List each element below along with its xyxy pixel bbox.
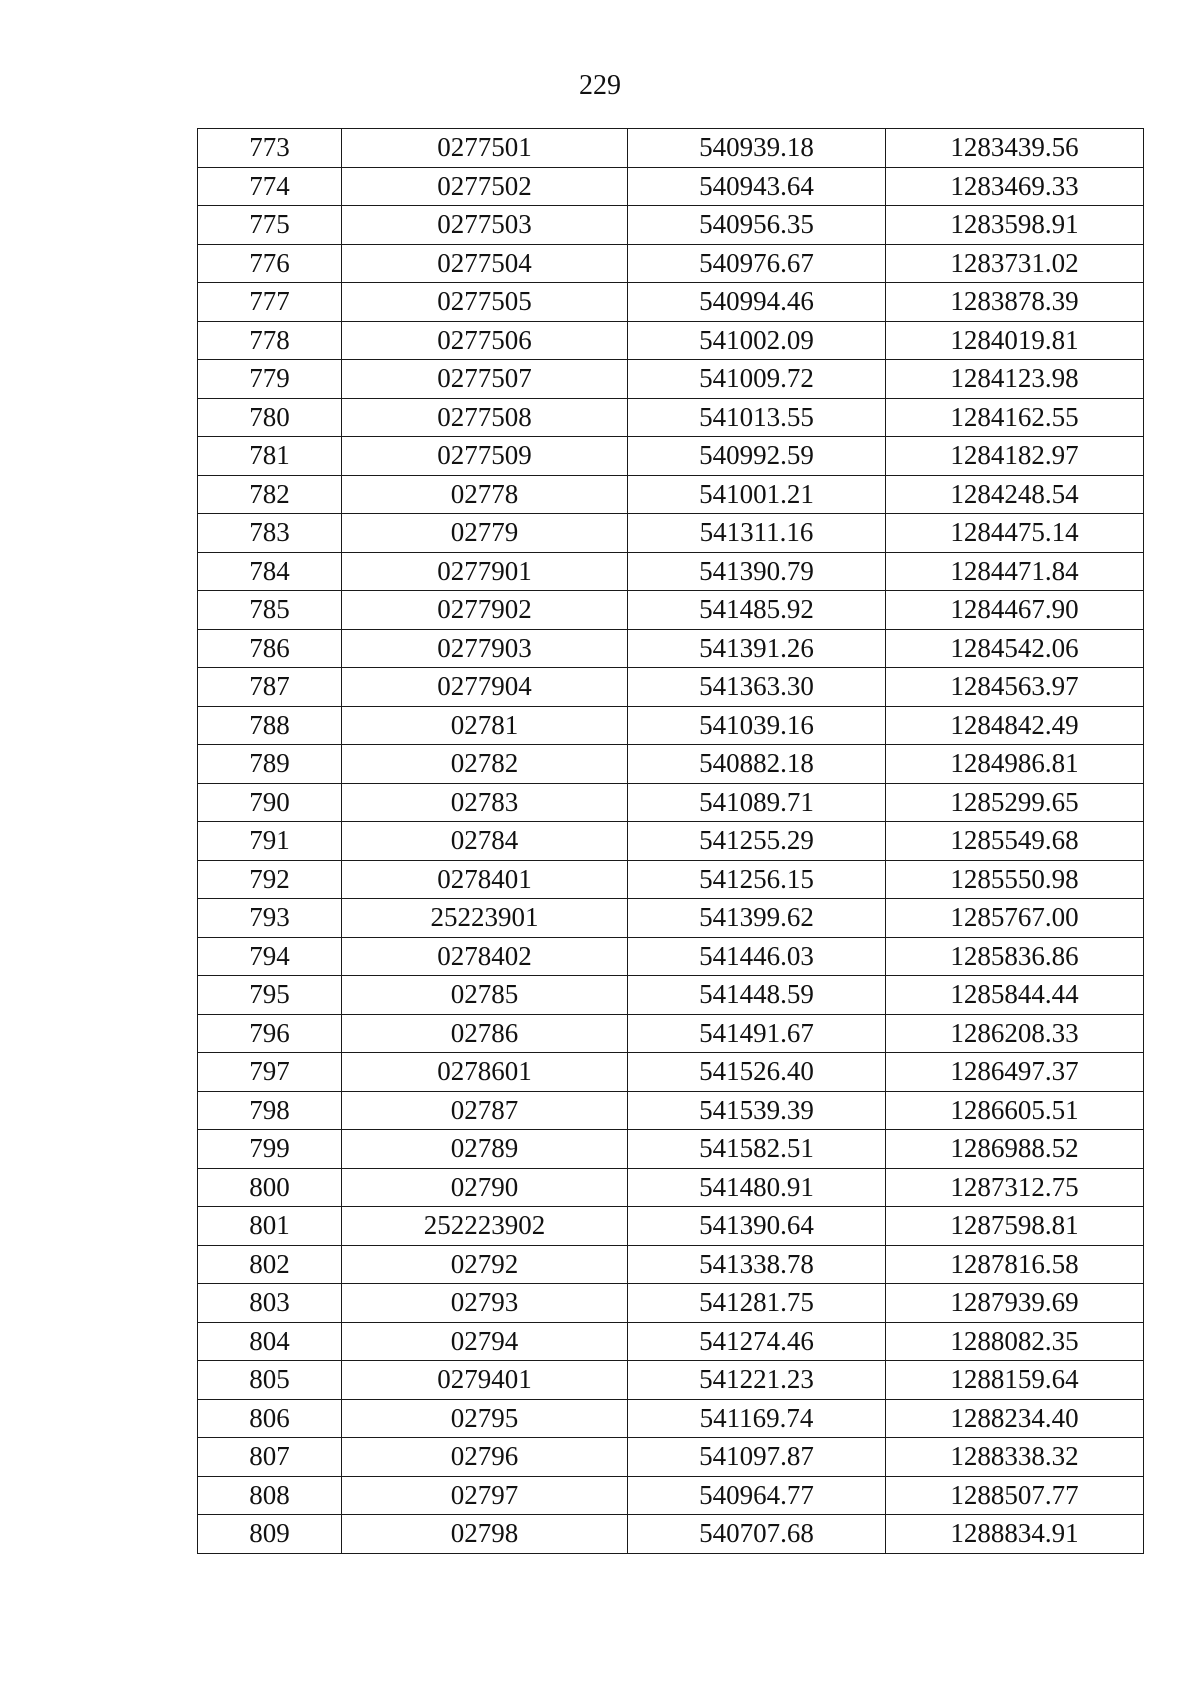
y-coordinate-cell: 1285767.00 [886, 899, 1144, 938]
row-number-cell: 779 [198, 360, 342, 399]
x-coordinate-cell: 541169.74 [628, 1399, 886, 1438]
y-coordinate-cell: 1285299.65 [886, 783, 1144, 822]
y-coordinate-cell: 1283469.33 [886, 167, 1144, 206]
x-coordinate-cell: 540707.68 [628, 1515, 886, 1554]
row-number-cell: 784 [198, 552, 342, 591]
table-row [198, 129, 1144, 168]
table-row [198, 1476, 1144, 1515]
x-coordinate-cell: 541039.16 [628, 706, 886, 745]
y-coordinate-cell: 1284563.97 [886, 668, 1144, 707]
table-row [198, 1284, 1144, 1323]
point-id-cell: 0278601 [342, 1053, 628, 1092]
x-coordinate-cell: 540943.64 [628, 167, 886, 206]
x-coordinate-cell: 540956.35 [628, 206, 886, 245]
point-id-cell: 02781 [342, 706, 628, 745]
x-coordinate-cell: 541221.23 [628, 1361, 886, 1400]
point-id-cell: 0277509 [342, 437, 628, 476]
row-number-cell: 799 [198, 1130, 342, 1169]
row-number-cell: 794 [198, 937, 342, 976]
row-number-cell: 797 [198, 1053, 342, 1092]
y-coordinate-cell: 1284986.81 [886, 745, 1144, 784]
y-coordinate-cell: 1286988.52 [886, 1130, 1144, 1169]
row-number-cell: 805 [198, 1361, 342, 1400]
table-row [198, 552, 1144, 591]
table-row [198, 1322, 1144, 1361]
row-number-cell: 780 [198, 398, 342, 437]
y-coordinate-cell: 1284467.90 [886, 591, 1144, 630]
table-body [198, 129, 1144, 1554]
y-coordinate-cell: 1284842.49 [886, 706, 1144, 745]
row-number-cell: 793 [198, 899, 342, 938]
table-row [198, 1245, 1144, 1284]
row-number-cell: 795 [198, 976, 342, 1015]
point-id-cell: 02779 [342, 514, 628, 553]
point-id-cell: 02787 [342, 1091, 628, 1130]
x-coordinate-cell: 541009.72 [628, 360, 886, 399]
page-number: 229 [579, 70, 621, 101]
row-number-cell: 800 [198, 1168, 342, 1207]
point-id-cell: 02784 [342, 822, 628, 861]
table-row [198, 437, 1144, 476]
table-row [198, 1053, 1144, 1092]
table-row [198, 475, 1144, 514]
row-number-cell: 790 [198, 783, 342, 822]
y-coordinate-cell: 1284019.81 [886, 321, 1144, 360]
y-coordinate-cell: 1288834.91 [886, 1515, 1144, 1554]
row-number-cell: 782 [198, 475, 342, 514]
point-id-cell: 02792 [342, 1245, 628, 1284]
y-coordinate-cell: 1288234.40 [886, 1399, 1144, 1438]
point-id-cell: 0277903 [342, 629, 628, 668]
row-number-cell: 808 [198, 1476, 342, 1515]
table-row [198, 1361, 1144, 1400]
row-number-cell: 774 [198, 167, 342, 206]
table-row [198, 167, 1144, 206]
point-id-cell: 0277508 [342, 398, 628, 437]
point-id-cell: 0277505 [342, 283, 628, 322]
point-id-cell: 02796 [342, 1438, 628, 1477]
x-coordinate-cell: 541480.91 [628, 1168, 886, 1207]
point-id-cell: 0277902 [342, 591, 628, 630]
point-id-cell: 02793 [342, 1284, 628, 1323]
table-row [198, 629, 1144, 668]
table-row [198, 1130, 1144, 1169]
x-coordinate-cell: 541399.62 [628, 899, 886, 938]
point-id-cell: 0277503 [342, 206, 628, 245]
y-coordinate-cell: 1287816.58 [886, 1245, 1144, 1284]
y-coordinate-cell: 1284162.55 [886, 398, 1144, 437]
row-number-cell: 803 [198, 1284, 342, 1323]
x-coordinate-cell: 541491.67 [628, 1014, 886, 1053]
y-coordinate-cell: 1288082.35 [886, 1322, 1144, 1361]
coordinates-table [197, 128, 1144, 1554]
y-coordinate-cell: 1285549.68 [886, 822, 1144, 861]
table-row [198, 591, 1144, 630]
row-number-cell: 786 [198, 629, 342, 668]
x-coordinate-cell: 540992.59 [628, 437, 886, 476]
table-row [198, 283, 1144, 322]
y-coordinate-cell: 1285550.98 [886, 860, 1144, 899]
y-coordinate-cell: 1284123.98 [886, 360, 1144, 399]
y-coordinate-cell: 1286208.33 [886, 1014, 1144, 1053]
table-row [198, 244, 1144, 283]
table-row [198, 1091, 1144, 1130]
x-coordinate-cell: 540939.18 [628, 129, 886, 168]
row-number-cell: 776 [198, 244, 342, 283]
x-coordinate-cell: 541001.21 [628, 475, 886, 514]
point-id-cell: 02790 [342, 1168, 628, 1207]
y-coordinate-cell: 1283878.39 [886, 283, 1144, 322]
table-row [198, 1014, 1144, 1053]
table-row [198, 1168, 1144, 1207]
x-coordinate-cell: 541485.92 [628, 591, 886, 630]
point-id-cell: 0277501 [342, 129, 628, 168]
x-coordinate-cell: 540994.46 [628, 283, 886, 322]
x-coordinate-cell: 541311.16 [628, 514, 886, 553]
point-id-cell: 02783 [342, 783, 628, 822]
x-coordinate-cell: 541391.26 [628, 629, 886, 668]
row-number-cell: 802 [198, 1245, 342, 1284]
y-coordinate-cell: 1288338.32 [886, 1438, 1144, 1477]
y-coordinate-cell: 1285836.86 [886, 937, 1144, 976]
x-coordinate-cell: 541363.30 [628, 668, 886, 707]
table-row [198, 398, 1144, 437]
point-id-cell: 02778 [342, 475, 628, 514]
row-number-cell: 791 [198, 822, 342, 861]
y-coordinate-cell: 1287598.81 [886, 1207, 1144, 1246]
point-id-cell: 02786 [342, 1014, 628, 1053]
point-id-cell: 0278402 [342, 937, 628, 976]
point-id-cell: 02785 [342, 976, 628, 1015]
y-coordinate-cell: 1286605.51 [886, 1091, 1144, 1130]
table-row [198, 1399, 1144, 1438]
x-coordinate-cell: 541448.59 [628, 976, 886, 1015]
table-row [198, 899, 1144, 938]
point-id-cell: 02795 [342, 1399, 628, 1438]
point-id-cell: 25223901 [342, 899, 628, 938]
x-coordinate-cell: 541526.40 [628, 1053, 886, 1092]
x-coordinate-cell: 540964.77 [628, 1476, 886, 1515]
point-id-cell: 0277904 [342, 668, 628, 707]
x-coordinate-cell: 541582.51 [628, 1130, 886, 1169]
x-coordinate-cell: 540976.67 [628, 244, 886, 283]
row-number-cell: 804 [198, 1322, 342, 1361]
row-number-cell: 806 [198, 1399, 342, 1438]
point-id-cell: 0277502 [342, 167, 628, 206]
y-coordinate-cell: 1284471.84 [886, 552, 1144, 591]
row-number-cell: 788 [198, 706, 342, 745]
y-coordinate-cell: 1284182.97 [886, 437, 1144, 476]
table-row [198, 822, 1144, 861]
x-coordinate-cell: 541338.78 [628, 1245, 886, 1284]
point-id-cell: 02798 [342, 1515, 628, 1554]
x-coordinate-cell: 541539.39 [628, 1091, 886, 1130]
x-coordinate-cell: 541255.29 [628, 822, 886, 861]
point-id-cell: 0277507 [342, 360, 628, 399]
y-coordinate-cell: 1285844.44 [886, 976, 1144, 1015]
row-number-cell: 785 [198, 591, 342, 630]
point-id-cell: 02782 [342, 745, 628, 784]
x-coordinate-cell: 541390.64 [628, 1207, 886, 1246]
point-id-cell: 252223902 [342, 1207, 628, 1246]
table-row [198, 783, 1144, 822]
point-id-cell: 02789 [342, 1130, 628, 1169]
row-number-cell: 787 [198, 668, 342, 707]
x-coordinate-cell: 541089.71 [628, 783, 886, 822]
table-row [198, 206, 1144, 245]
table-row [198, 976, 1144, 1015]
x-coordinate-cell: 540882.18 [628, 745, 886, 784]
table-row [198, 1438, 1144, 1477]
x-coordinate-cell: 541013.55 [628, 398, 886, 437]
table-row [198, 514, 1144, 553]
point-id-cell: 02797 [342, 1476, 628, 1515]
x-coordinate-cell: 541256.15 [628, 860, 886, 899]
x-coordinate-cell: 541390.79 [628, 552, 886, 591]
row-number-cell: 807 [198, 1438, 342, 1477]
table-row [198, 668, 1144, 707]
point-id-cell: 0277504 [342, 244, 628, 283]
table-row [198, 860, 1144, 899]
point-id-cell: 0277901 [342, 552, 628, 591]
table-row [198, 706, 1144, 745]
x-coordinate-cell: 541446.03 [628, 937, 886, 976]
point-id-cell: 02794 [342, 1322, 628, 1361]
x-coordinate-cell: 541002.09 [628, 321, 886, 360]
table-row [198, 321, 1144, 360]
x-coordinate-cell: 541097.87 [628, 1438, 886, 1477]
row-number-cell: 778 [198, 321, 342, 360]
y-coordinate-cell: 1283598.91 [886, 206, 1144, 245]
table-row [198, 937, 1144, 976]
y-coordinate-cell: 1284248.54 [886, 475, 1144, 514]
y-coordinate-cell: 1287312.75 [886, 1168, 1144, 1207]
y-coordinate-cell: 1283439.56 [886, 129, 1144, 168]
table-row [198, 1515, 1144, 1554]
y-coordinate-cell: 1284542.06 [886, 629, 1144, 668]
row-number-cell: 792 [198, 860, 342, 899]
row-number-cell: 775 [198, 206, 342, 245]
y-coordinate-cell: 1288507.77 [886, 1476, 1144, 1515]
row-number-cell: 777 [198, 283, 342, 322]
y-coordinate-cell: 1287939.69 [886, 1284, 1144, 1323]
point-id-cell: 0278401 [342, 860, 628, 899]
y-coordinate-cell: 1283731.02 [886, 244, 1144, 283]
x-coordinate-cell: 541281.75 [628, 1284, 886, 1323]
row-number-cell: 781 [198, 437, 342, 476]
row-number-cell: 773 [198, 129, 342, 168]
x-coordinate-cell: 541274.46 [628, 1322, 886, 1361]
y-coordinate-cell: 1284475.14 [886, 514, 1144, 553]
y-coordinate-cell: 1288159.64 [886, 1361, 1144, 1400]
row-number-cell: 801 [198, 1207, 342, 1246]
row-number-cell: 798 [198, 1091, 342, 1130]
table-row [198, 1207, 1144, 1246]
row-number-cell: 809 [198, 1515, 342, 1554]
row-number-cell: 783 [198, 514, 342, 553]
y-coordinate-cell: 1286497.37 [886, 1053, 1144, 1092]
point-id-cell: 0277506 [342, 321, 628, 360]
table-row [198, 745, 1144, 784]
row-number-cell: 796 [198, 1014, 342, 1053]
row-number-cell: 789 [198, 745, 342, 784]
point-id-cell: 0279401 [342, 1361, 628, 1400]
table-row [198, 360, 1144, 399]
